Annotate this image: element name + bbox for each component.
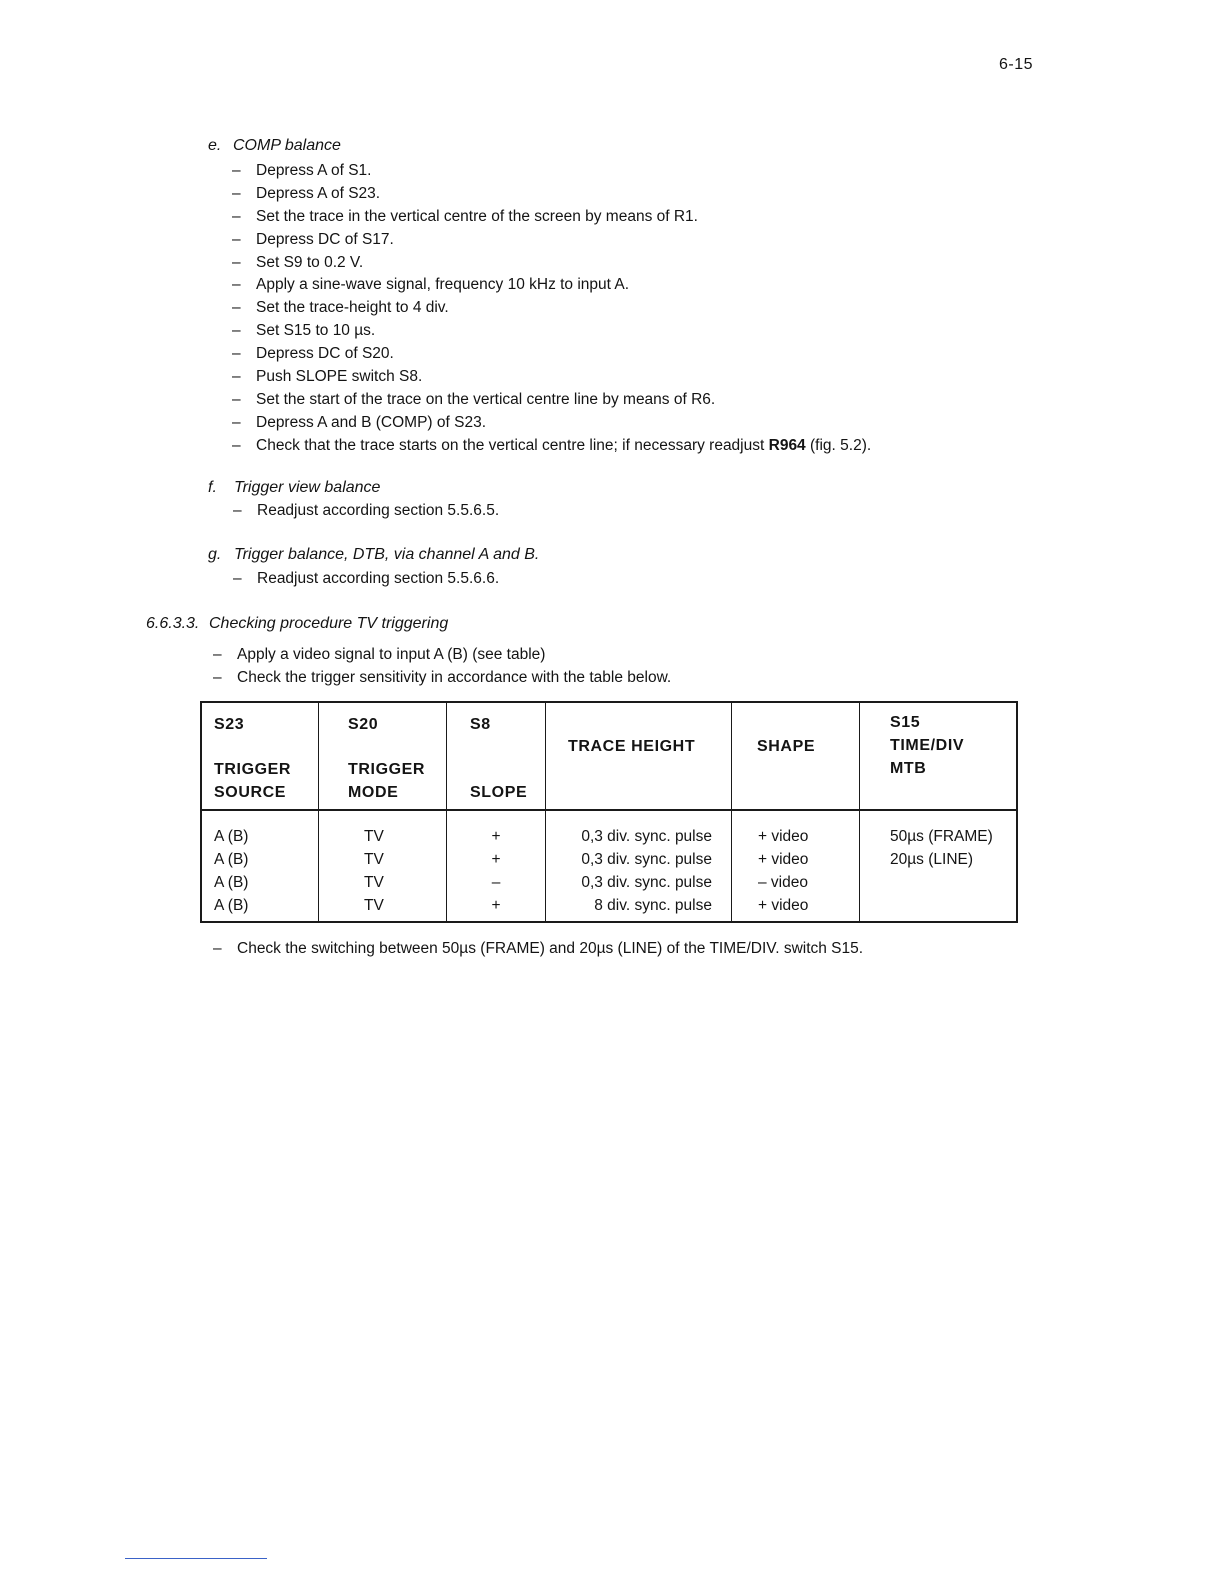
list-item: – Depress A of S23. — [232, 184, 381, 202]
header-s23: S23 TRIGGER SOURCE — [214, 716, 292, 801]
table-cell: 50µs (FRAME) — [890, 828, 993, 845]
table-cell: 0,3 div. sync. pulse — [581, 850, 712, 868]
table-cell: TV — [364, 828, 384, 845]
section-f-heading — [208, 479, 380, 497]
section-e-title: COMP balance — [233, 137, 341, 154]
section-tv-label: 6.6.3.3. — [146, 615, 200, 632]
list-item: – Depress DC of S20. — [232, 345, 394, 363]
table-cell: A (B) — [214, 850, 249, 868]
header-s8: S8 SLOPE — [470, 716, 528, 801]
table-cell: 0,3 div. sync. pulse — [581, 873, 712, 891]
list-item: – Push SLOPE switch S8. — [232, 368, 423, 386]
section-f-steps — [233, 500, 499, 523]
section-tv-steps — [213, 644, 671, 690]
column-trace-height — [552, 826, 712, 918]
column-shape — [758, 826, 808, 918]
section-g-heading — [208, 546, 539, 564]
table-cell: + — [491, 828, 501, 845]
table-cell: A (B) — [214, 873, 249, 891]
table-cell: + — [491, 850, 501, 868]
list-item: – Check that the trace starts on the vertical centre line; if necessary readjust R964 (fig. 5.2). — [232, 436, 872, 454]
reference-r964: R964 — [768, 436, 806, 454]
table-cell: A (B) — [214, 828, 249, 845]
header-trace-height: TRACE HEIGHT — [568, 738, 696, 755]
section-g-title: Trigger balance, DTB, via channel A and B. — [234, 546, 540, 563]
list-item: – Apply a video signal to input A (B) (see table) — [213, 646, 546, 663]
section-e-steps — [232, 160, 871, 458]
table-cell: 20µs (LINE) — [890, 850, 974, 868]
list-item: – Set the start of the trace on the vertical centre line by means of R6. — [232, 390, 716, 408]
column-divider — [318, 703, 319, 921]
table-cell: 0,3 div. sync. pulse — [581, 828, 712, 845]
table-cell: TV — [364, 896, 384, 914]
column-source — [214, 826, 248, 918]
section-e-label: e. — [208, 137, 222, 154]
list-item: – Set S15 to 10 µs. — [232, 322, 376, 340]
list-item: – Readjust according section 5.5.6.6. — [233, 570, 500, 587]
section-g-steps — [233, 568, 499, 591]
table-cell — [890, 872, 993, 895]
footer-rule — [125, 1558, 267, 1559]
header-divider — [202, 809, 1016, 811]
table-cell — [890, 895, 993, 918]
list-item: – Depress A of S1. — [232, 162, 372, 179]
column-divider — [859, 703, 860, 921]
section-f-label: f. — [208, 479, 217, 496]
table-cell: + video — [758, 896, 809, 914]
header-s15: S15 TIME/DIV MTB — [890, 714, 965, 777]
table-cell: 8 div. sync. pulse — [594, 896, 712, 914]
section-tv-heading — [146, 615, 448, 633]
section-g-label: g. — [208, 546, 222, 563]
page-number: 6-15 — [999, 56, 1034, 73]
list-item: – Apply a sine-wave signal, frequency 10 kHz to input A. — [232, 276, 630, 294]
column-divider — [731, 703, 732, 921]
table-cell: + video — [758, 850, 809, 868]
table-cell: – video — [758, 873, 808, 891]
header-shape: SHAPE — [757, 738, 816, 755]
column-time-div — [890, 826, 993, 918]
column-divider — [446, 703, 447, 921]
list-item: – Depress A and B (COMP) of S23. — [232, 413, 487, 431]
list-item: – Check the switching between 50µs (FRAME) and 20µs (LINE) of the TIME/DIV. switch S15. — [213, 940, 864, 957]
list-item: – Depress DC of S17. — [232, 230, 394, 248]
table-cell: + — [491, 896, 501, 914]
section-tv-title: Checking procedure TV triggering — [209, 615, 449, 632]
list-item: – Check the trigger sensitivity in accordance with the table below. — [213, 668, 672, 686]
table-cell: TV — [364, 873, 384, 891]
column-mode — [364, 826, 384, 918]
list-item: – Readjust according section 5.5.6.5. — [233, 502, 500, 519]
list-item: – Set S9 to 0.2 V. — [232, 253, 364, 271]
table-cell: A (B) — [214, 896, 249, 914]
tv-trigger-table — [200, 701, 1018, 923]
table-cell: TV — [364, 850, 384, 868]
table-cell: + video — [758, 828, 809, 845]
section-f-title: Trigger view balance — [234, 479, 381, 496]
column-divider — [545, 703, 546, 921]
table-cell: – — [491, 873, 501, 891]
list-item: – Set the trace in the vertical centre of the screen by means of R1. — [232, 207, 698, 225]
section-e-heading — [208, 137, 341, 155]
header-s20: S20 TRIGGER MODE — [348, 716, 426, 801]
list-item: – Set the trace-height to 4 div. — [232, 299, 449, 317]
closing-steps — [213, 938, 863, 961]
column-slope — [484, 826, 508, 918]
